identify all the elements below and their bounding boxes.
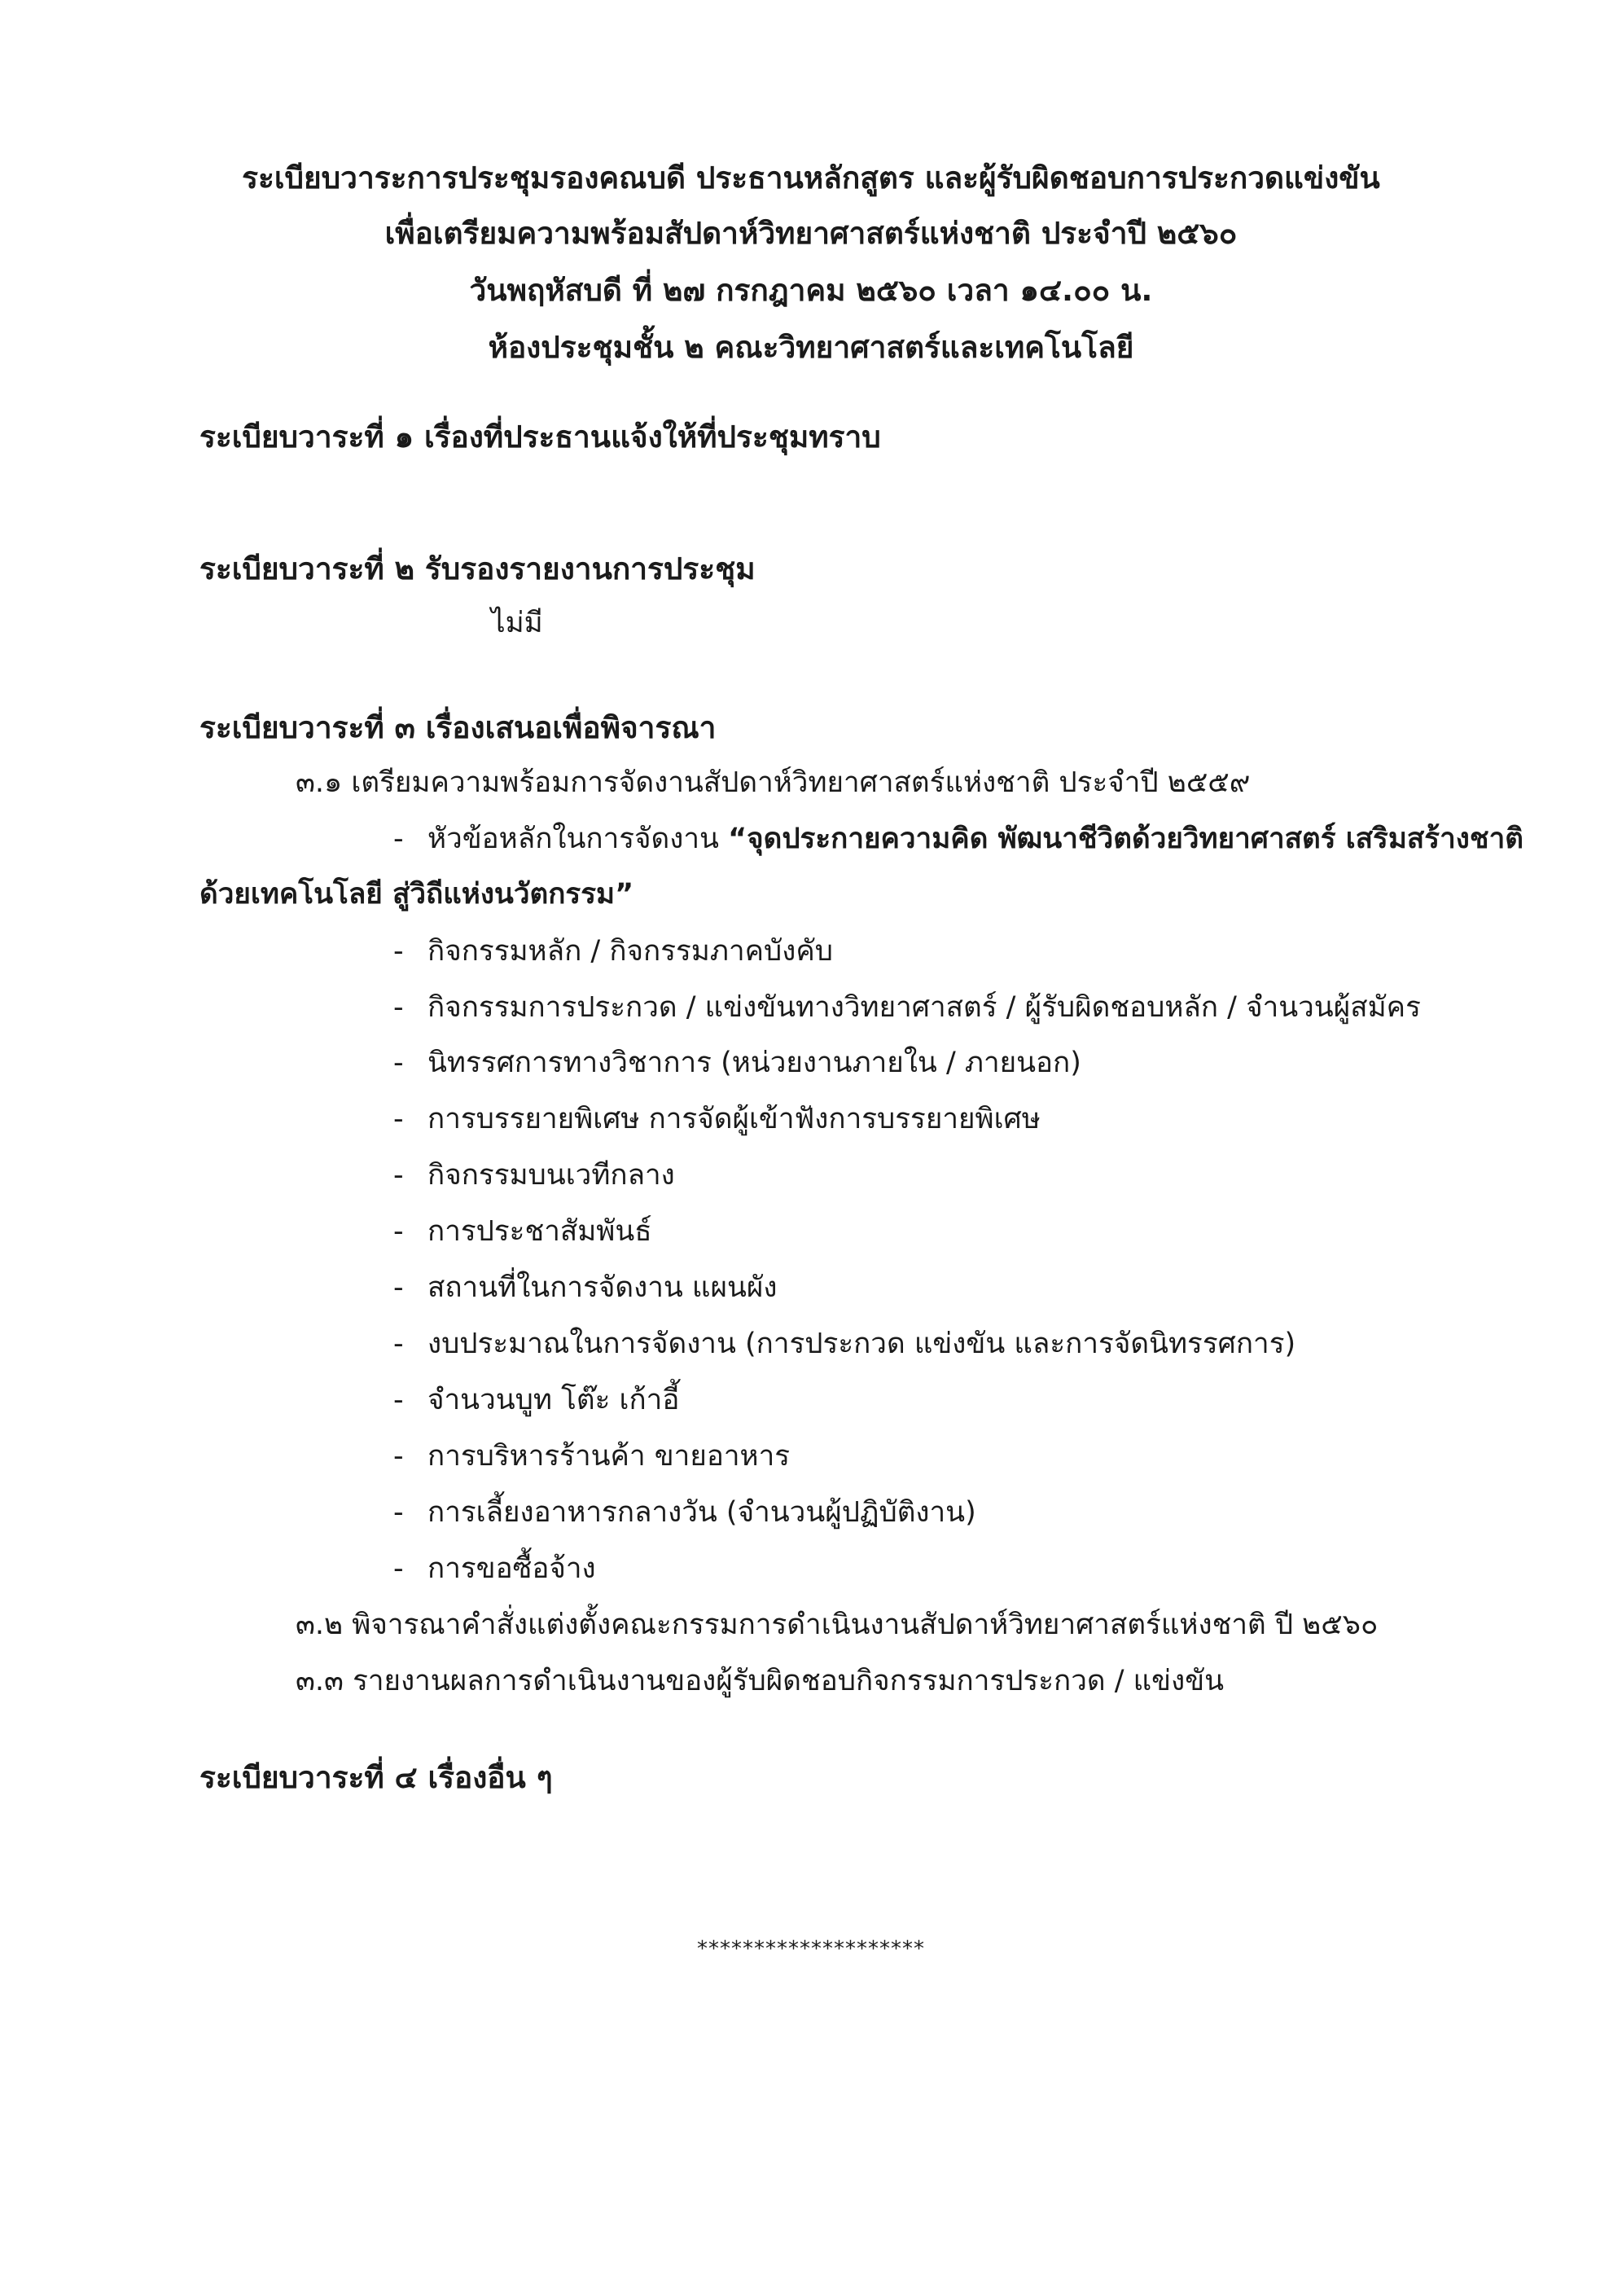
list-item-text: กิจกรรมหลัก / กิจกรรมภาคบังคับ [427, 935, 833, 968]
bullet-marker: - [393, 1552, 404, 1585]
agenda-3-item-3: ๓.๓ รายงานผลการดำเนินงานของผู้รับผิดชอบกิจกรรมการประกวด / แข่งขัน [296, 1665, 1225, 1697]
bullet-marker: - [393, 1440, 404, 1473]
list-item-text: การบรรยายพิเศษ การจัดผู้เข้าฟังการบรรยายพิเศษ [427, 1103, 1041, 1135]
list-item [393, 1442, 790, 1471]
theme-text-part-2: ด้วยเทคโนโลยี สู่วิถีแห่งนวัตกรรม” [199, 878, 634, 911]
header-title-line-2: เพื่อเตรียมความพร้อมสัปดาห์วิทยาศาสตร์แห่งชาติ ประจำปี ๒๕๖๐ [384, 216, 1238, 251]
bullet-marker: - [393, 1384, 404, 1416]
bullet-marker: - [393, 1271, 404, 1304]
list-item-text: กิจกรรมบนเวทีกลาง [427, 1159, 675, 1192]
list-item [393, 1105, 1041, 1134]
agenda-2-note: ไม่มี [491, 607, 543, 639]
list-item [393, 1215, 652, 1248]
list-item [393, 1552, 596, 1585]
theme-line-1 [393, 825, 1523, 854]
list-item [393, 937, 833, 966]
list-item [393, 1049, 1081, 1078]
bullet-marker: - [393, 1047, 404, 1079]
list-item [393, 1271, 778, 1304]
list-item-text: จำนวนบูท โต๊ะ เก้าอี้ [427, 1384, 680, 1416]
list-item-text: นิทรรศการทางวิชาการ (หน่วยงานภายใน / ภายนอก) [427, 1047, 1081, 1079]
list-item-text: งบประมาณในการจัดงาน (การประกวด แข่งขัน และการจัดนิทรรศการ) [427, 1328, 1296, 1360]
list-item [393, 1330, 1295, 1359]
agenda-3-item-2: ๓.๒ พิจารณาคำสั่งแต่งตั้งคณะกรรมการดำเนินงานสัปดาห์วิทยาศาสตร์แห่งชาติ ปี ๒๕๖๐ [296, 1609, 1379, 1641]
list-item [393, 991, 1421, 1024]
bullet-marker: - [393, 1496, 404, 1529]
list-item-text: การขอซื้อจ้าง [427, 1552, 596, 1585]
header-title-line-1: ระเบียบวาระการประชุมรองคณบดี ประธานหลักสูตร และผู้รับผิดชอบการประกวดแข่งขัน [242, 160, 1380, 195]
bullet-marker: - [393, 1215, 404, 1248]
bullet-marker: - [393, 1328, 404, 1360]
list-item-text: การบริหารร้านค้า ขายอาหาร [427, 1440, 791, 1473]
agenda-2-title: ระเบียบวาระที่ ๒ รับรองรายงานการประชุม [199, 551, 756, 586]
list-item [393, 1496, 976, 1529]
list-item [393, 1161, 675, 1190]
bullet-marker: - [393, 991, 404, 1024]
footer-separator: ******************** [697, 1937, 925, 1961]
agenda-1-title: ระเบียบวาระที่ ๑ เรื่องที่ประธานแจ้งให้ที่ประชุมทราบ [199, 419, 881, 454]
list-item-text: การประชาสัมพันธ์ [427, 1215, 652, 1248]
bullet-marker: - [393, 1103, 404, 1135]
agenda-3-title: ระเบียบวาระที่ ๓ เรื่องเสนอเพื่อพิจารณา [199, 710, 717, 745]
list-item-text: กิจกรรมการประกวด / แข่งขันทางวิทยาศาสตร์ / ผู้รับผิดชอบหลัก / จำนวนผู้สมัคร [427, 991, 1421, 1024]
list-item [393, 1386, 679, 1415]
bullet-marker: - [393, 1159, 404, 1192]
list-item-text: การเลี้ยงอาหารกลางวัน (จำนวนผู้ปฏิบัติงาน) [427, 1496, 976, 1529]
agenda-4-title: ระเบียบวาระที่ ๔ เรื่องอื่น ๆ [199, 1760, 553, 1795]
theme-prefix: หัวข้อหลักในการจัดงาน [427, 823, 729, 855]
theme-text-part-1: “จุดประกายความคิด พัฒนาชีวิตด้วยวิทยาศาสตร์ เสริมสร้างชาติ [728, 823, 1523, 855]
header-location: ห้องประชุมชั้น ๒ คณะวิทยาศาสตร์และเทคโนโลยี [488, 330, 1134, 365]
bullet-marker: - [393, 935, 404, 968]
list-item-text: สถานที่ในการจัดงาน แผนผัง [427, 1271, 778, 1304]
header-date-time: วันพฤหัสบดี ที่ ๒๗ กรกฎาคม ๒๕๖๐ เวลา ๑๔.๐๐ น. [469, 273, 1153, 308]
agenda-3-item-1: ๓.๑ เตรียมความพร้อมการจัดงานสัปดาห์วิทยาศาสตร์แห่งชาติ ประจำปี ๒๕๕๙ [296, 766, 1251, 799]
theme-dash: - [393, 823, 404, 855]
